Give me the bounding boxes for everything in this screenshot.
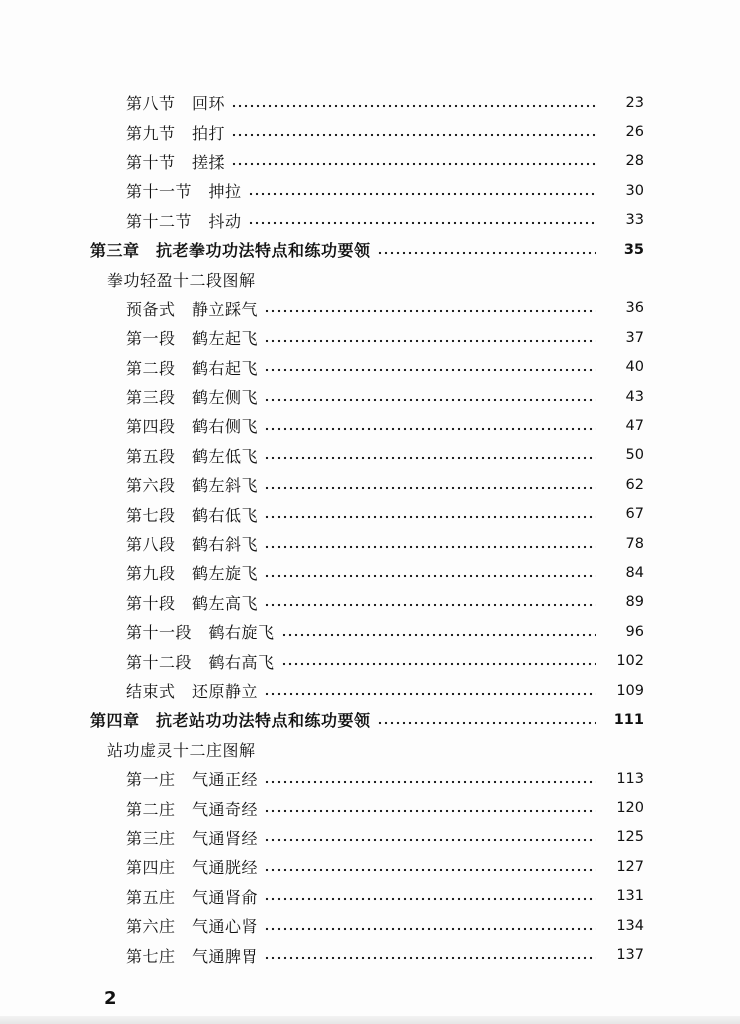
page-number: 2 [104,988,117,1009]
toc-section-entry [0,411,740,440]
dot-leader [264,456,596,460]
dot-leader [264,780,596,784]
toc-entry-title: 第七庄 气通脾胃 [126,946,259,966]
toc-entry-title: 第四段 鹤右侧飞 [126,417,259,437]
toc-entry-title: 拳功轻盈十二段图解 [107,270,256,290]
toc-entry-title: 第八节 回环 [126,94,226,114]
dot-leader [264,398,596,402]
toc-entry-title: 第七段 鹤右低飞 [126,505,259,525]
toc-entry-title: 预备式 静立踩气 [126,299,259,319]
dot-leader [264,486,596,490]
toc-entry-page-number: 131 [616,888,644,905]
toc-entry-page-number: 30 [625,182,644,199]
page-bottom-edge [0,1016,740,1024]
dot-leader [264,809,596,813]
toc-section-entry [0,117,740,146]
toc-entry-title: 第一庄 气通正经 [126,770,259,790]
toc-section-entry [0,558,740,587]
toc-entry-page-number: 84 [625,564,644,581]
toc-section-entry [0,323,740,352]
toc-entry-title: 第九节 拍打 [126,123,226,143]
toc-section-entry [0,382,740,411]
toc-entry-title: 第八段 鹤右斜飞 [126,535,259,555]
dot-leader [264,309,596,313]
toc-entry-page-number: 36 [625,300,644,317]
toc-subheading [0,735,740,764]
toc-entry-title: 第十段 鹤左高飞 [126,593,259,613]
toc-entry-page-number: 137 [616,947,644,964]
toc-section-entry [0,764,740,793]
toc-entry-title: 第九段 鹤左旋飞 [126,564,259,584]
toc-chapter-entry [0,705,740,734]
toc-section-entry [0,176,740,205]
dot-leader [264,368,596,372]
toc-entry-title: 第六庄 气通心肾 [126,917,259,937]
toc-entry-title: 站功虚灵十二庄图解 [107,740,256,760]
toc-entry-title: 第四章 抗老站功功法特点和练功要领 [90,711,371,731]
toc-entry-title: 第十一节 抻拉 [126,182,242,202]
dot-leader [231,133,596,137]
toc-entry-page-number: 109 [616,682,644,699]
toc-entry-page-number: 50 [625,447,644,464]
dot-leader [264,603,596,607]
dot-leader [264,545,596,549]
toc-entry-title: 第三庄 气通肾经 [126,828,259,848]
toc-section-entry [0,646,740,675]
toc-entry-title: 第二庄 气通奇经 [126,799,259,819]
dot-leader [377,721,596,725]
dot-leader [281,662,596,666]
toc-entry-page-number: 78 [625,535,644,552]
dot-leader [264,692,596,696]
dot-leader [264,838,596,842]
dot-leader [231,162,596,166]
toc-entry-page-number: 40 [625,359,644,376]
dot-leader [248,192,596,196]
dot-leader [377,251,596,255]
toc-entry-page-number: 23 [625,94,644,111]
toc-section-entry [0,499,740,528]
toc-entry-page-number: 120 [616,800,644,817]
toc-entry-title: 第十二节 抖动 [126,211,242,231]
toc-section-entry [0,441,740,470]
toc-entry-page-number: 102 [616,653,644,670]
toc-section-entry [0,353,740,382]
toc-section-entry [0,147,740,176]
toc-entry-page-number: 113 [616,770,644,787]
toc-entry-page-number: 33 [625,212,644,229]
toc-section-entry [0,529,740,558]
toc-section-entry [0,676,740,705]
toc-section-entry [0,294,740,323]
toc-entry-page-number: 125 [616,829,644,846]
toc-entry-page-number: 62 [625,476,644,493]
toc-entry-title: 第十二段 鹤右高飞 [126,652,275,672]
toc-entry-title: 第十一段 鹤右旋飞 [126,623,275,643]
dot-leader [264,574,596,578]
dot-leader [281,633,596,637]
toc-entry-page-number: 35 [623,241,644,258]
toc-entry-title: 第一段 鹤左起飞 [126,329,259,349]
toc-entry-title: 第三段 鹤左侧飞 [126,388,259,408]
toc-section-entry [0,206,740,235]
toc-entry-title: 第五段 鹤左低飞 [126,446,259,466]
toc-entry-title: 第二段 鹤右起飞 [126,358,259,378]
toc-section-entry [0,793,740,822]
table-of-contents [0,88,740,970]
toc-entry-page-number: 96 [625,623,644,640]
toc-section-entry [0,617,740,646]
dot-leader [264,956,596,960]
toc-entry-page-number: 37 [625,329,644,346]
toc-entry-page-number: 26 [625,124,644,141]
toc-subheading [0,264,740,293]
toc-section-entry [0,852,740,881]
toc-entry-title: 结束式 还原静立 [126,682,259,701]
toc-entry-page-number: 134 [616,917,644,934]
toc-entry-page-number: 43 [625,388,644,405]
dot-leader [264,927,596,931]
dot-leader [231,104,596,108]
toc-entry-page-number: 28 [625,153,644,170]
toc-entry-title: 第四庄 气通胱经 [126,858,259,878]
toc-entry-page-number: 47 [625,417,644,434]
toc-entry-title: 第十节 搓揉 [126,152,226,172]
toc-section-entry [0,88,740,117]
toc-section-entry [0,823,740,852]
dot-leader [264,339,596,343]
toc-entry-page-number: 127 [616,858,644,875]
toc-entry-title: 第六段 鹤左斜飞 [126,476,259,496]
dot-leader [264,868,596,872]
toc-chapter-entry [0,235,740,264]
dot-leader [248,221,596,225]
toc-section-entry [0,588,740,617]
toc-entry-page-number: 67 [625,506,644,523]
toc-entry-page-number: 111 [613,711,644,728]
toc-entry-title: 第三章 抗老拳功功法特点和练功要领 [90,241,371,261]
toc-entry-page-number: 89 [625,594,644,611]
toc-section-entry [0,882,740,911]
toc-section-entry [0,911,740,940]
dot-leader [264,897,596,901]
toc-section-entry [0,470,740,499]
dot-leader [264,427,596,431]
dot-leader [264,515,596,519]
toc-entry-title: 第五庄 气通肾俞 [126,887,259,907]
toc-section-entry [0,940,740,969]
